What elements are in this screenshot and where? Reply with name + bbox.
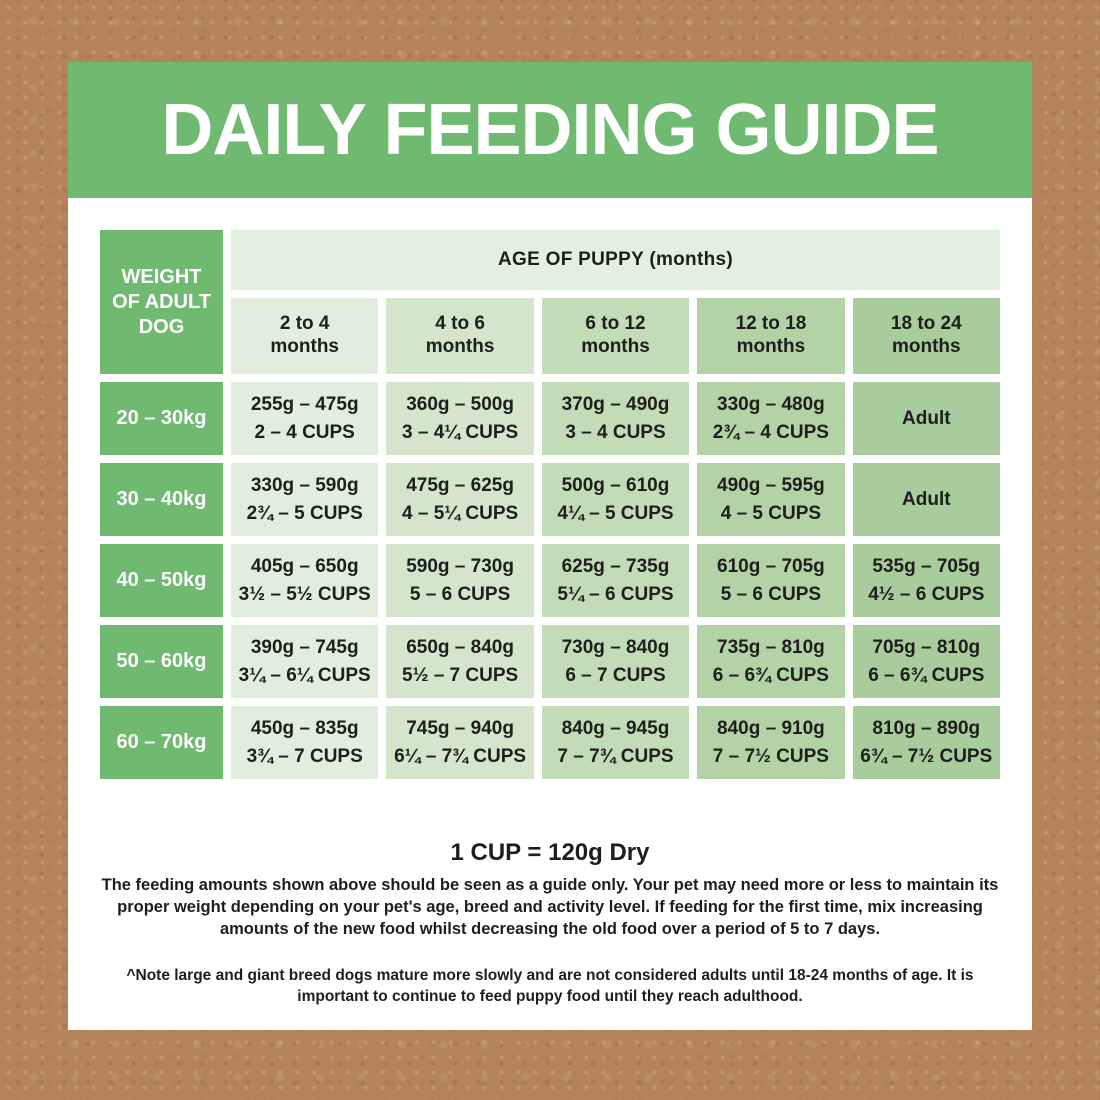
feeding-cell xyxy=(542,706,689,779)
column-header-18-24-months xyxy=(853,298,1000,374)
footer-notes xyxy=(90,839,1010,1008)
feeding-cell xyxy=(386,382,533,455)
column-header-12-18-months xyxy=(697,298,844,374)
feeding-cell xyxy=(542,382,689,455)
grams-range: 840g – 945g xyxy=(561,717,670,739)
feeding-cell xyxy=(853,544,1000,617)
row-header-weight: 30 – 40kg xyxy=(100,463,223,536)
feeding-table xyxy=(100,230,1000,779)
grams-range: Adult xyxy=(902,488,951,510)
page-title: DAILY FEEDING GUIDE xyxy=(161,90,939,170)
column-unit: months xyxy=(736,336,806,357)
feeding-cell xyxy=(542,463,689,536)
grams-range: Adult xyxy=(902,407,951,429)
cups-range: 3¼ – 6¼ CUPS xyxy=(238,664,371,686)
row-header-weight: 60 – 70kg xyxy=(100,706,223,779)
grams-range: 610g – 705g xyxy=(717,555,825,577)
cups-range: 4½ – 6 CUPS xyxy=(868,583,985,605)
cups-range: 2¾ – 4 CUPS xyxy=(712,421,829,443)
row-header-weight: 50 – 60kg xyxy=(100,625,223,698)
cups-range: 5 – 6 CUPS xyxy=(720,583,822,605)
feeding-cell xyxy=(386,463,533,536)
feeding-cell xyxy=(697,463,844,536)
grams-range: 390g – 745g xyxy=(250,636,359,658)
cups-range: 6¼ – 7¾ CUPS xyxy=(394,745,527,767)
feeding-cell xyxy=(386,625,533,698)
grams-range: 810g – 890g xyxy=(872,717,981,739)
cups-range: 2¾ – 5 CUPS xyxy=(246,502,363,524)
feeding-cell xyxy=(386,706,533,779)
grams-range: 625g – 735g xyxy=(561,555,670,577)
age-of-puppy-header: AGE OF PUPPY (months) xyxy=(231,230,1000,290)
column-range: 2 to 4 xyxy=(279,313,330,335)
cups-range: 3¾ – 7 CUPS xyxy=(246,745,363,767)
cups-range: 4 – 5 CUPS xyxy=(720,502,822,524)
column-range: 12 to 18 xyxy=(735,313,807,335)
column-range: 4 to 6 xyxy=(435,313,485,335)
feeding-cell xyxy=(386,544,533,617)
cups-range: 3½ – 5½ CUPS xyxy=(238,583,371,605)
cups-range: 2 – 4 CUPS xyxy=(254,421,355,443)
column-unit: months xyxy=(425,336,495,357)
row-header-weight: 40 – 50kg xyxy=(100,544,223,617)
column-header-2-4-months xyxy=(231,298,378,374)
feeding-cell xyxy=(853,625,1000,698)
grams-range: 840g – 910g xyxy=(717,717,825,739)
column-unit: months xyxy=(581,336,650,357)
feeding-cell xyxy=(697,706,844,779)
grams-range: 450g – 835g xyxy=(250,717,359,739)
adult-maturity-note: ^Note large and giant breed dogs mature more slowly and are not considered adults until 18-24 months of age. It is important to continue to feed puppy food until they reach adulthood. xyxy=(126,967,974,1006)
grams-range: 735g – 810g xyxy=(717,636,825,658)
feeding-cell xyxy=(542,544,689,617)
column-range: 18 to 24 xyxy=(890,313,962,335)
grams-range: 705g – 810g xyxy=(872,636,981,658)
grams-range: 745g – 940g xyxy=(406,717,514,739)
feeding-cell xyxy=(853,706,1000,779)
cups-range: 6 – 7 CUPS xyxy=(565,664,666,686)
column-unit: months xyxy=(270,336,339,357)
title-banner xyxy=(68,62,1032,198)
weight-of-adult-dog-header: WEIGHT OF ADULT DOG xyxy=(100,230,223,374)
column-header-4-6-months xyxy=(386,298,533,374)
grams-range: 330g – 480g xyxy=(717,393,825,415)
feeding-cell xyxy=(697,544,844,617)
cups-range: 4¼ – 5 CUPS xyxy=(557,502,674,524)
column-unit: months xyxy=(891,336,961,357)
feeding-cell xyxy=(231,382,378,455)
cups-range: 6¾ – 7½ CUPS xyxy=(860,745,993,767)
grams-range: 255g – 475g xyxy=(250,393,359,415)
feeding-cell xyxy=(697,625,844,698)
grams-range: 490g – 595g xyxy=(717,474,825,496)
feeding-cell xyxy=(231,706,378,779)
grams-range: 475g – 625g xyxy=(406,474,514,496)
feeding-guide-note: The feeding amounts shown above should be seen as a guide only. Your pet may need more or less to maintain its proper weight depending on your pet's age, breed and activity level. If feeding for the first time, mix increasing amounts of the new food whilst decreasing the old food over a period of 5 to 7 days. xyxy=(101,876,999,938)
feeding-cell xyxy=(231,544,378,617)
grams-range: 360g – 500g xyxy=(406,393,514,415)
feeding-cell-adult xyxy=(853,463,1000,536)
column-header-6-12-months xyxy=(542,298,689,374)
row-header-weight: 20 – 30kg xyxy=(100,382,223,455)
feeding-cell xyxy=(231,625,378,698)
grams-range: 730g – 840g xyxy=(561,636,670,658)
grams-range: 650g – 840g xyxy=(406,636,514,658)
cups-range: 5 – 6 CUPS xyxy=(409,583,511,605)
cups-range: 4 – 5¼ CUPS xyxy=(402,502,519,524)
cups-range: 7 – 7¾ CUPS xyxy=(557,745,674,767)
grams-range: 370g – 490g xyxy=(561,393,670,415)
cups-range: 5½ – 7 CUPS xyxy=(402,664,519,686)
cups-range: 6 – 6¾ CUPS xyxy=(712,664,829,686)
cups-range: 6 – 6¾ CUPS xyxy=(868,664,985,686)
grams-range: 405g – 650g xyxy=(250,555,359,577)
feeding-cell xyxy=(542,625,689,698)
cups-range: 3 – 4¼ CUPS xyxy=(402,421,519,443)
grams-range: 535g – 705g xyxy=(872,555,981,577)
column-range: 6 to 12 xyxy=(585,313,646,335)
feeding-cell xyxy=(697,382,844,455)
feeding-cell-adult xyxy=(853,382,1000,455)
grams-range: 590g – 730g xyxy=(406,555,514,577)
grams-range: 330g – 590g xyxy=(250,474,359,496)
grams-range: 500g – 610g xyxy=(561,474,670,496)
cups-range: 7 – 7½ CUPS xyxy=(712,745,829,767)
cups-range: 3 – 4 CUPS xyxy=(565,421,666,443)
feeding-cell xyxy=(231,463,378,536)
feeding-guide-card xyxy=(68,62,1032,1030)
cup-conversion: 1 CUP = 120g Dry xyxy=(450,839,650,866)
cups-range: 5¼ – 6 CUPS xyxy=(557,583,674,605)
